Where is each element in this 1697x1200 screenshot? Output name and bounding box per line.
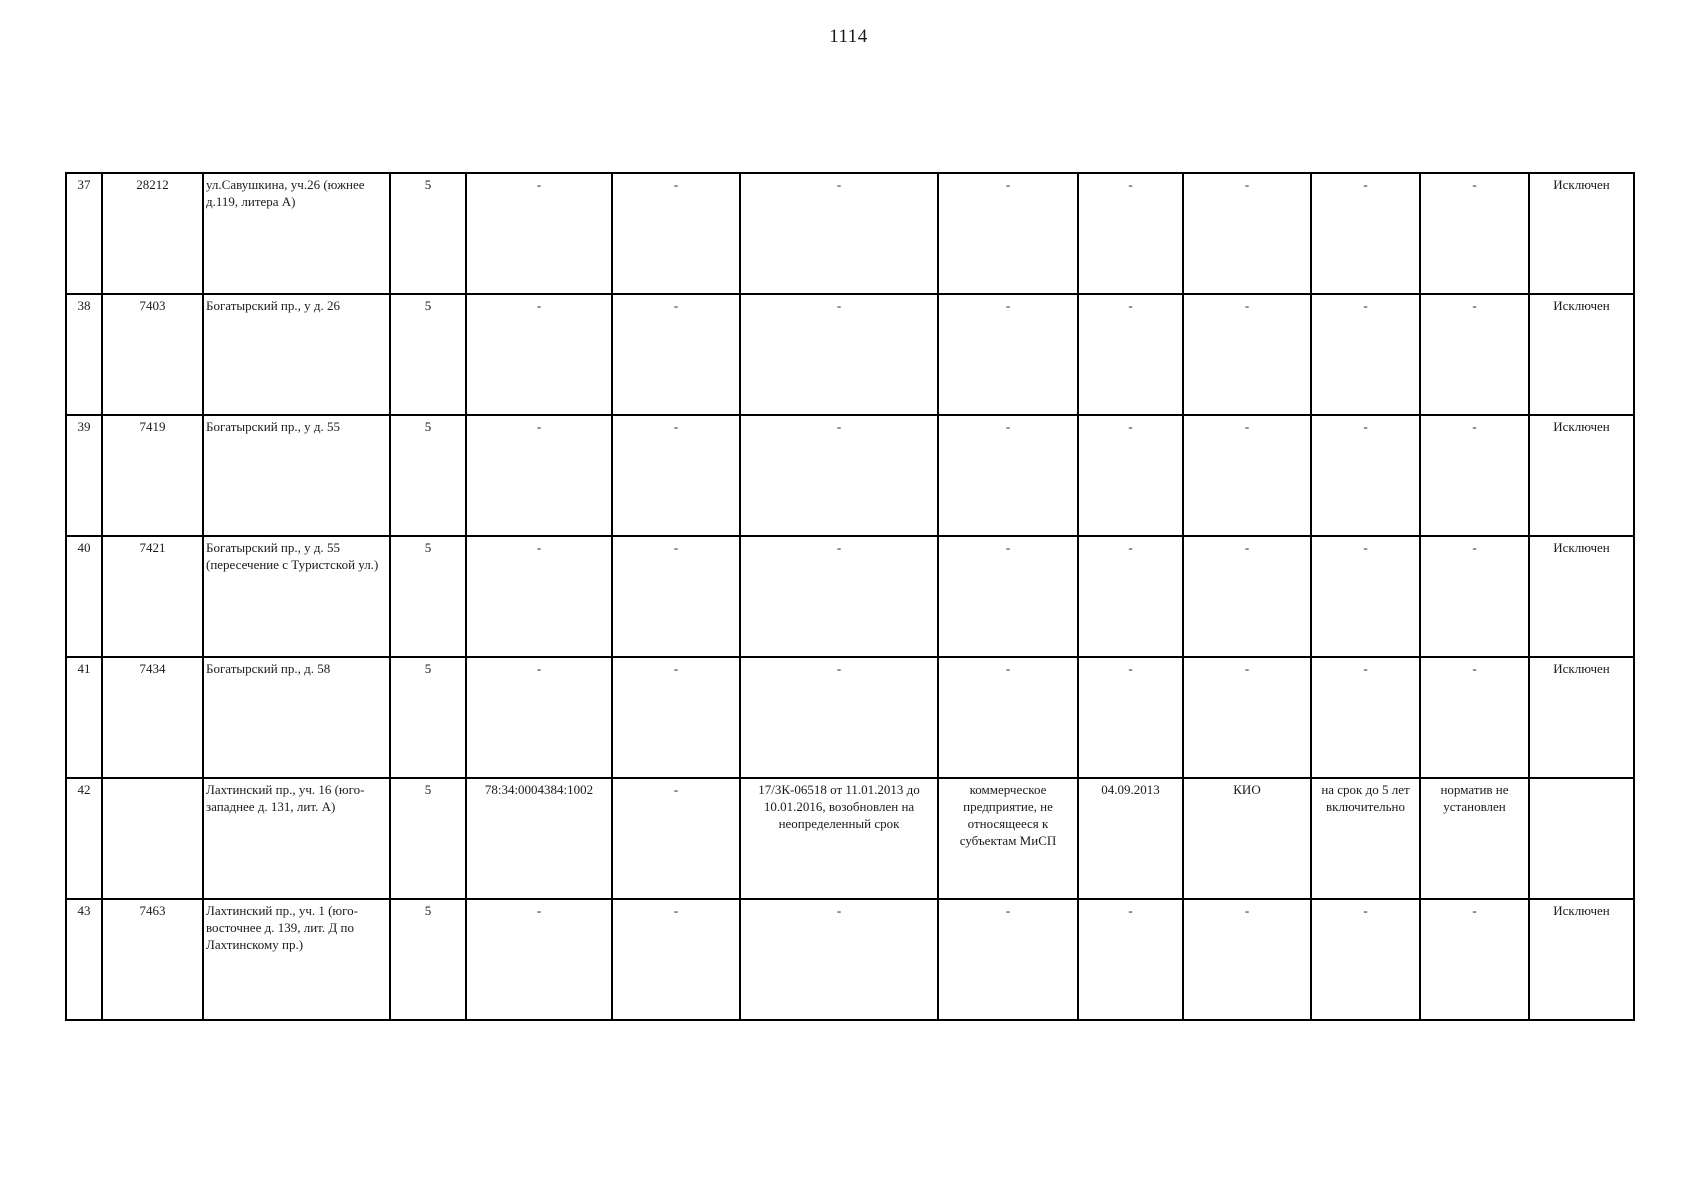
date: -	[1078, 173, 1183, 294]
norm: -	[1420, 899, 1529, 1020]
holder-type: -	[938, 899, 1078, 1020]
cell-col6: -	[612, 173, 740, 294]
cell-col4: 5	[390, 536, 466, 657]
authority: -	[1183, 657, 1311, 778]
row-number: 42	[66, 778, 102, 899]
cell-col4: 5	[390, 778, 466, 899]
term: -	[1311, 415, 1420, 536]
row-number: 41	[66, 657, 102, 778]
cell-col6: -	[612, 657, 740, 778]
term: на срок до 5 лет включительно	[1311, 778, 1420, 899]
norm: -	[1420, 536, 1529, 657]
norm: -	[1420, 294, 1529, 415]
status: Исключен	[1529, 173, 1634, 294]
norm: -	[1420, 415, 1529, 536]
date: -	[1078, 415, 1183, 536]
contract-info: -	[740, 294, 938, 415]
object-code: 7434	[102, 657, 203, 778]
cell-col4: 5	[390, 173, 466, 294]
norm: -	[1420, 657, 1529, 778]
holder-type: -	[938, 415, 1078, 536]
cell-col6: -	[612, 294, 740, 415]
table-row	[66, 294, 1634, 415]
status: Исключен	[1529, 415, 1634, 536]
cell-col4: 5	[390, 294, 466, 415]
date: -	[1078, 536, 1183, 657]
contract-info: -	[740, 415, 938, 536]
cell-col4: 5	[390, 415, 466, 536]
holder-type: -	[938, 173, 1078, 294]
holder-type: коммерческое предприятие, не относящееся к субъектам МиСП	[938, 778, 1078, 899]
table-row	[66, 536, 1634, 657]
cadastral-number: -	[466, 294, 612, 415]
cell-col4: 5	[390, 657, 466, 778]
address: Лахтинский пр., уч. 1 (юго-восточнее д. 139, лит. Д по Лахтинскому пр.)	[203, 899, 390, 1020]
cadastral-number: 78:34:0004384:1002	[466, 778, 612, 899]
status	[1529, 778, 1634, 899]
holder-type: -	[938, 294, 1078, 415]
term: -	[1311, 899, 1420, 1020]
object-code: 7403	[102, 294, 203, 415]
date: 04.09.2013	[1078, 778, 1183, 899]
row-number: 39	[66, 415, 102, 536]
contract-info: -	[740, 657, 938, 778]
table-row	[66, 415, 1634, 536]
authority: -	[1183, 294, 1311, 415]
contract-info: -	[740, 536, 938, 657]
cell-col6: -	[612, 778, 740, 899]
address: Богатырский пр., д. 58	[203, 657, 390, 778]
address: Богатырский пр., у д. 55	[203, 415, 390, 536]
contract-info: -	[740, 173, 938, 294]
authority: -	[1183, 536, 1311, 657]
cadastral-number: -	[466, 415, 612, 536]
table-row	[66, 778, 1634, 899]
authority: -	[1183, 415, 1311, 536]
status: Исключен	[1529, 899, 1634, 1020]
page-number: 1114	[829, 26, 868, 47]
holder-type: -	[938, 536, 1078, 657]
cadastral-number: -	[466, 173, 612, 294]
address: Богатырский пр., у д. 55 (пересечение с Туристской ул.)	[203, 536, 390, 657]
cadastral-number: -	[466, 536, 612, 657]
cell-col4: 5	[390, 899, 466, 1020]
cadastral-number: -	[466, 657, 612, 778]
contract-info: 17/ЗК-06518 от 11.01.2013 до 10.01.2016, возобновлен на неопределенный срок	[740, 778, 938, 899]
object-code: 7463	[102, 899, 203, 1020]
address: Лахтинский пр., уч. 16 (юго-западнее д. 131, лит. А)	[203, 778, 390, 899]
cell-col6: -	[612, 899, 740, 1020]
status: Исключен	[1529, 536, 1634, 657]
date: -	[1078, 294, 1183, 415]
row-number: 37	[66, 173, 102, 294]
authority: -	[1183, 173, 1311, 294]
contract-info: -	[740, 899, 938, 1020]
table-row	[66, 173, 1634, 294]
object-code: 7419	[102, 415, 203, 536]
cell-col6: -	[612, 415, 740, 536]
cadastral-number: -	[466, 899, 612, 1020]
address: ул.Савушкина, уч.26 (южнее д.119, литера А)	[203, 173, 390, 294]
holder-type: -	[938, 657, 1078, 778]
table-row	[66, 657, 1634, 778]
date: -	[1078, 657, 1183, 778]
object-code: 7421	[102, 536, 203, 657]
object-code: 28212	[102, 173, 203, 294]
term: -	[1311, 173, 1420, 294]
cell-col6: -	[612, 536, 740, 657]
register-table	[65, 172, 1635, 1021]
address: Богатырский пр., у д. 26	[203, 294, 390, 415]
row-number: 40	[66, 536, 102, 657]
term: -	[1311, 657, 1420, 778]
object-code	[102, 778, 203, 899]
table-row	[66, 899, 1634, 1020]
norm: -	[1420, 173, 1529, 294]
term: -	[1311, 294, 1420, 415]
authority: -	[1183, 899, 1311, 1020]
authority: КИО	[1183, 778, 1311, 899]
status: Исключен	[1529, 294, 1634, 415]
term: -	[1311, 536, 1420, 657]
status: Исключен	[1529, 657, 1634, 778]
norm: норматив не установлен	[1420, 778, 1529, 899]
row-number: 43	[66, 899, 102, 1020]
date: -	[1078, 899, 1183, 1020]
row-number: 38	[66, 294, 102, 415]
